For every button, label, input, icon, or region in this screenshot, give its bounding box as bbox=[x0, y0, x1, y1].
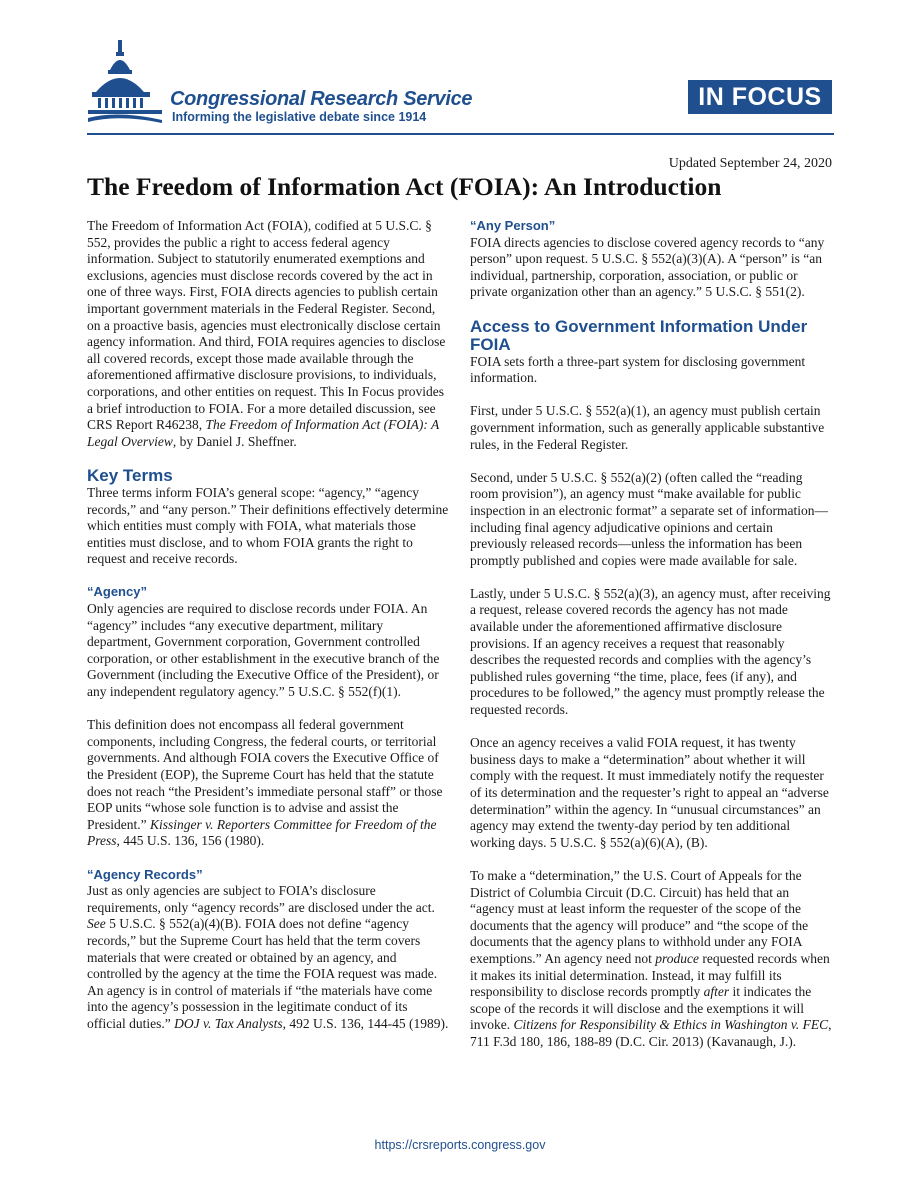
agency-paragraph-1: Only agencies are required to disclose records under FOIA. An “agency” includes “any executive department, military department, Government corporation, Government controlled corporation, or other establishment in the executive branch of the Government (including the Executive Office of the President), or any independent regulatory agency.” 5 U.S.C. § 552(f)(1). bbox=[87, 601, 440, 700]
footer-url-link[interactable]: https://crsreports.congress.gov bbox=[374, 1138, 546, 1152]
heading-agency: “Agency” bbox=[87, 584, 147, 600]
updated-date: Updated September 24, 2020 bbox=[668, 156, 832, 171]
access-paragraph-5: Once an agency receives a valid FOIA request, it has twenty business days to make a “determination” about whether it will comply with the request. It must immediately notify the requester of its determination and the requester’s right to appeal an “adverse determination” within the agency. In “unusual circumstances” an agency may extend the twenty-day period by ten additional working days. 5 U.S.C. § 552(a)(6)(A), (B). bbox=[470, 735, 829, 850]
right-column bbox=[470, 218, 832, 1067]
org-name: Congressional Research Service bbox=[170, 88, 473, 110]
heading-any-person: “Any Person” bbox=[470, 218, 556, 233]
page-title: The Freedom of Information Act (FOIA): An Introduction bbox=[87, 172, 722, 201]
agency-paragraph-2: This definition does not encompass all federal government components, including Congress, the federal courts, or territorial governments. And although FOIA covers the Executive Office of the President (EOP), the Supreme Court has held that the statute does not reach “the President’s immediate personal staff” or those EOP units “whose sole function is to advise and assist the President.” Kissinger v. Reporters Committee for Freedom of the Press, 445 U.S. 136, 156 (1980). bbox=[87, 717, 443, 849]
left-column bbox=[87, 218, 449, 1049]
org-tagline: Informing the legislative debate since 1914 bbox=[172, 110, 427, 124]
access-paragraph-3: Second, under 5 U.S.C. § 552(a)(2) (often called the “reading room provision”), an agency must “make available for public inspection in an electronic format” a separate set of information—including final agency adjudicative opinions and certain previously released records—unless the information has been promptly published and copies were made available for sale. bbox=[470, 469, 828, 568]
page-header bbox=[0, 0, 920, 140]
case-citation: Citizens for Responsibility & Ethics in Washington v. FEC bbox=[513, 1017, 829, 1033]
capitol-dome-icon bbox=[88, 40, 166, 126]
intro-paragraph: The Freedom of Information Act (FOIA), codified at 5 U.S.C. § 552, provides the public a right to access federal agency information. Subject to statutorily enumerated exemptions and exclusions, agencies must disclose records covered by the act in one of three ways. First, FOIA directs agencies to publish certain important government materials in the Federal Register. Second, on a proactive basis, agencies must electronically disclose certain agency information. And third, FOIA requires agencies to disclose all covered records, except those made available through the aforementioned affirmative disclosure provisions, to individuals, corporations, and other entities on request. This In Focus provides a brief introduction to FOIA. For a more detailed discussion, see CRS Report R46238, The Freedom of Information Act (FOIA): A Legal Overview, by Daniel J. Sheffner. bbox=[87, 218, 446, 449]
report-citation: The Freedom of Information Act (FOIA): A Legal Overview bbox=[87, 417, 439, 449]
case-citation: DOJ v. Tax Analysts bbox=[174, 1015, 283, 1031]
in-focus-badge: IN FOCUS bbox=[688, 80, 832, 114]
heading-agency-records: “Agency Records” bbox=[87, 866, 203, 882]
key-terms-paragraph: Three terms inform FOIA’s general scope: “agency,” “agency records,” and “any person.” Their definitions effectively determine which entities must comply with FOIA, what materials those entities must disclose, and to whom FOIA grants the right to request and receive records. bbox=[87, 484, 449, 567]
access-paragraph-6: To make a “determination,” the U.S. Court of Appeals for the District of Columbia Circuit (D.C. Circuit) has held that an “agency must at least inform the requester of the scope of the documents that the agency will produce” and “the scope of the documents that the agency plans to withhold under any FOIA exemptions.” An agency need not produce requested records when it makes its initial determination. Instead, it may fulfill its responsibility to disclose records promptly after it indicates the scope of the records it will disclose and the exemptions it will invoke. Citizens for Responsibility & Ethics in Washington v. FEC, 711 F.3d 180, 186, 188-89 (D.C. Cir. 2013) (Kavanaugh, J.). bbox=[470, 867, 832, 1049]
case-citation: Kissinger v. Reporters Committee for Freedom of the Press bbox=[87, 816, 437, 849]
access-paragraph-2: First, under 5 U.S.C. § 552(a)(1), an agency must publish certain government information, such as generally applicable substantive rules, in the Federal Register. bbox=[470, 403, 825, 452]
header-divider bbox=[87, 133, 834, 135]
heading-access: Access to Government Information Under FOIA bbox=[470, 316, 808, 354]
heading-key-terms: Key Terms bbox=[87, 465, 173, 485]
agency-records-paragraph: Just as only agencies are subject to FOIA’s disclosure requirements, only “agency records” are disclosed under the act. See 5 U.S.C. § 552(a)(4)(B). FOIA does not define “agency records,” but the Supreme Court has held that the term covers materials that were created or obtained by an agency, and controlled by the agency at the time the FOIA request was made. An agency is in control of materials if “the materials have come into the agency’s possession in the legitimate conduct of its official duties.” DOJ v. Tax Analysts, 492 U.S. 136, 144-45 (1989). bbox=[87, 883, 449, 1031]
any-person-paragraph: FOIA directs agencies to disclose covered agency records to “any person” upon request. 5 U.S.C. § 552(a)(3)(A). A “person” is “an individual, partnership, corporation, association, or public or private organization other than an agency.” 5 U.S.C. § 551(2). bbox=[470, 234, 825, 300]
access-paragraph-1: FOIA sets forth a three-part system for disclosing government information. bbox=[470, 353, 806, 386]
access-paragraph-4: Lastly, under 5 U.S.C. § 552(a)(3), an agency must, after receiving a request, release covered records the agency has not made available under the aforementioned affirmative disclosure provisions. If an agency receives a request that reasonably describes the requested records and complies with the agency’s published rules governing “the time, place, fees (if any), and procedures to be followed,” the agency must promptly release the requested records. bbox=[470, 585, 831, 718]
